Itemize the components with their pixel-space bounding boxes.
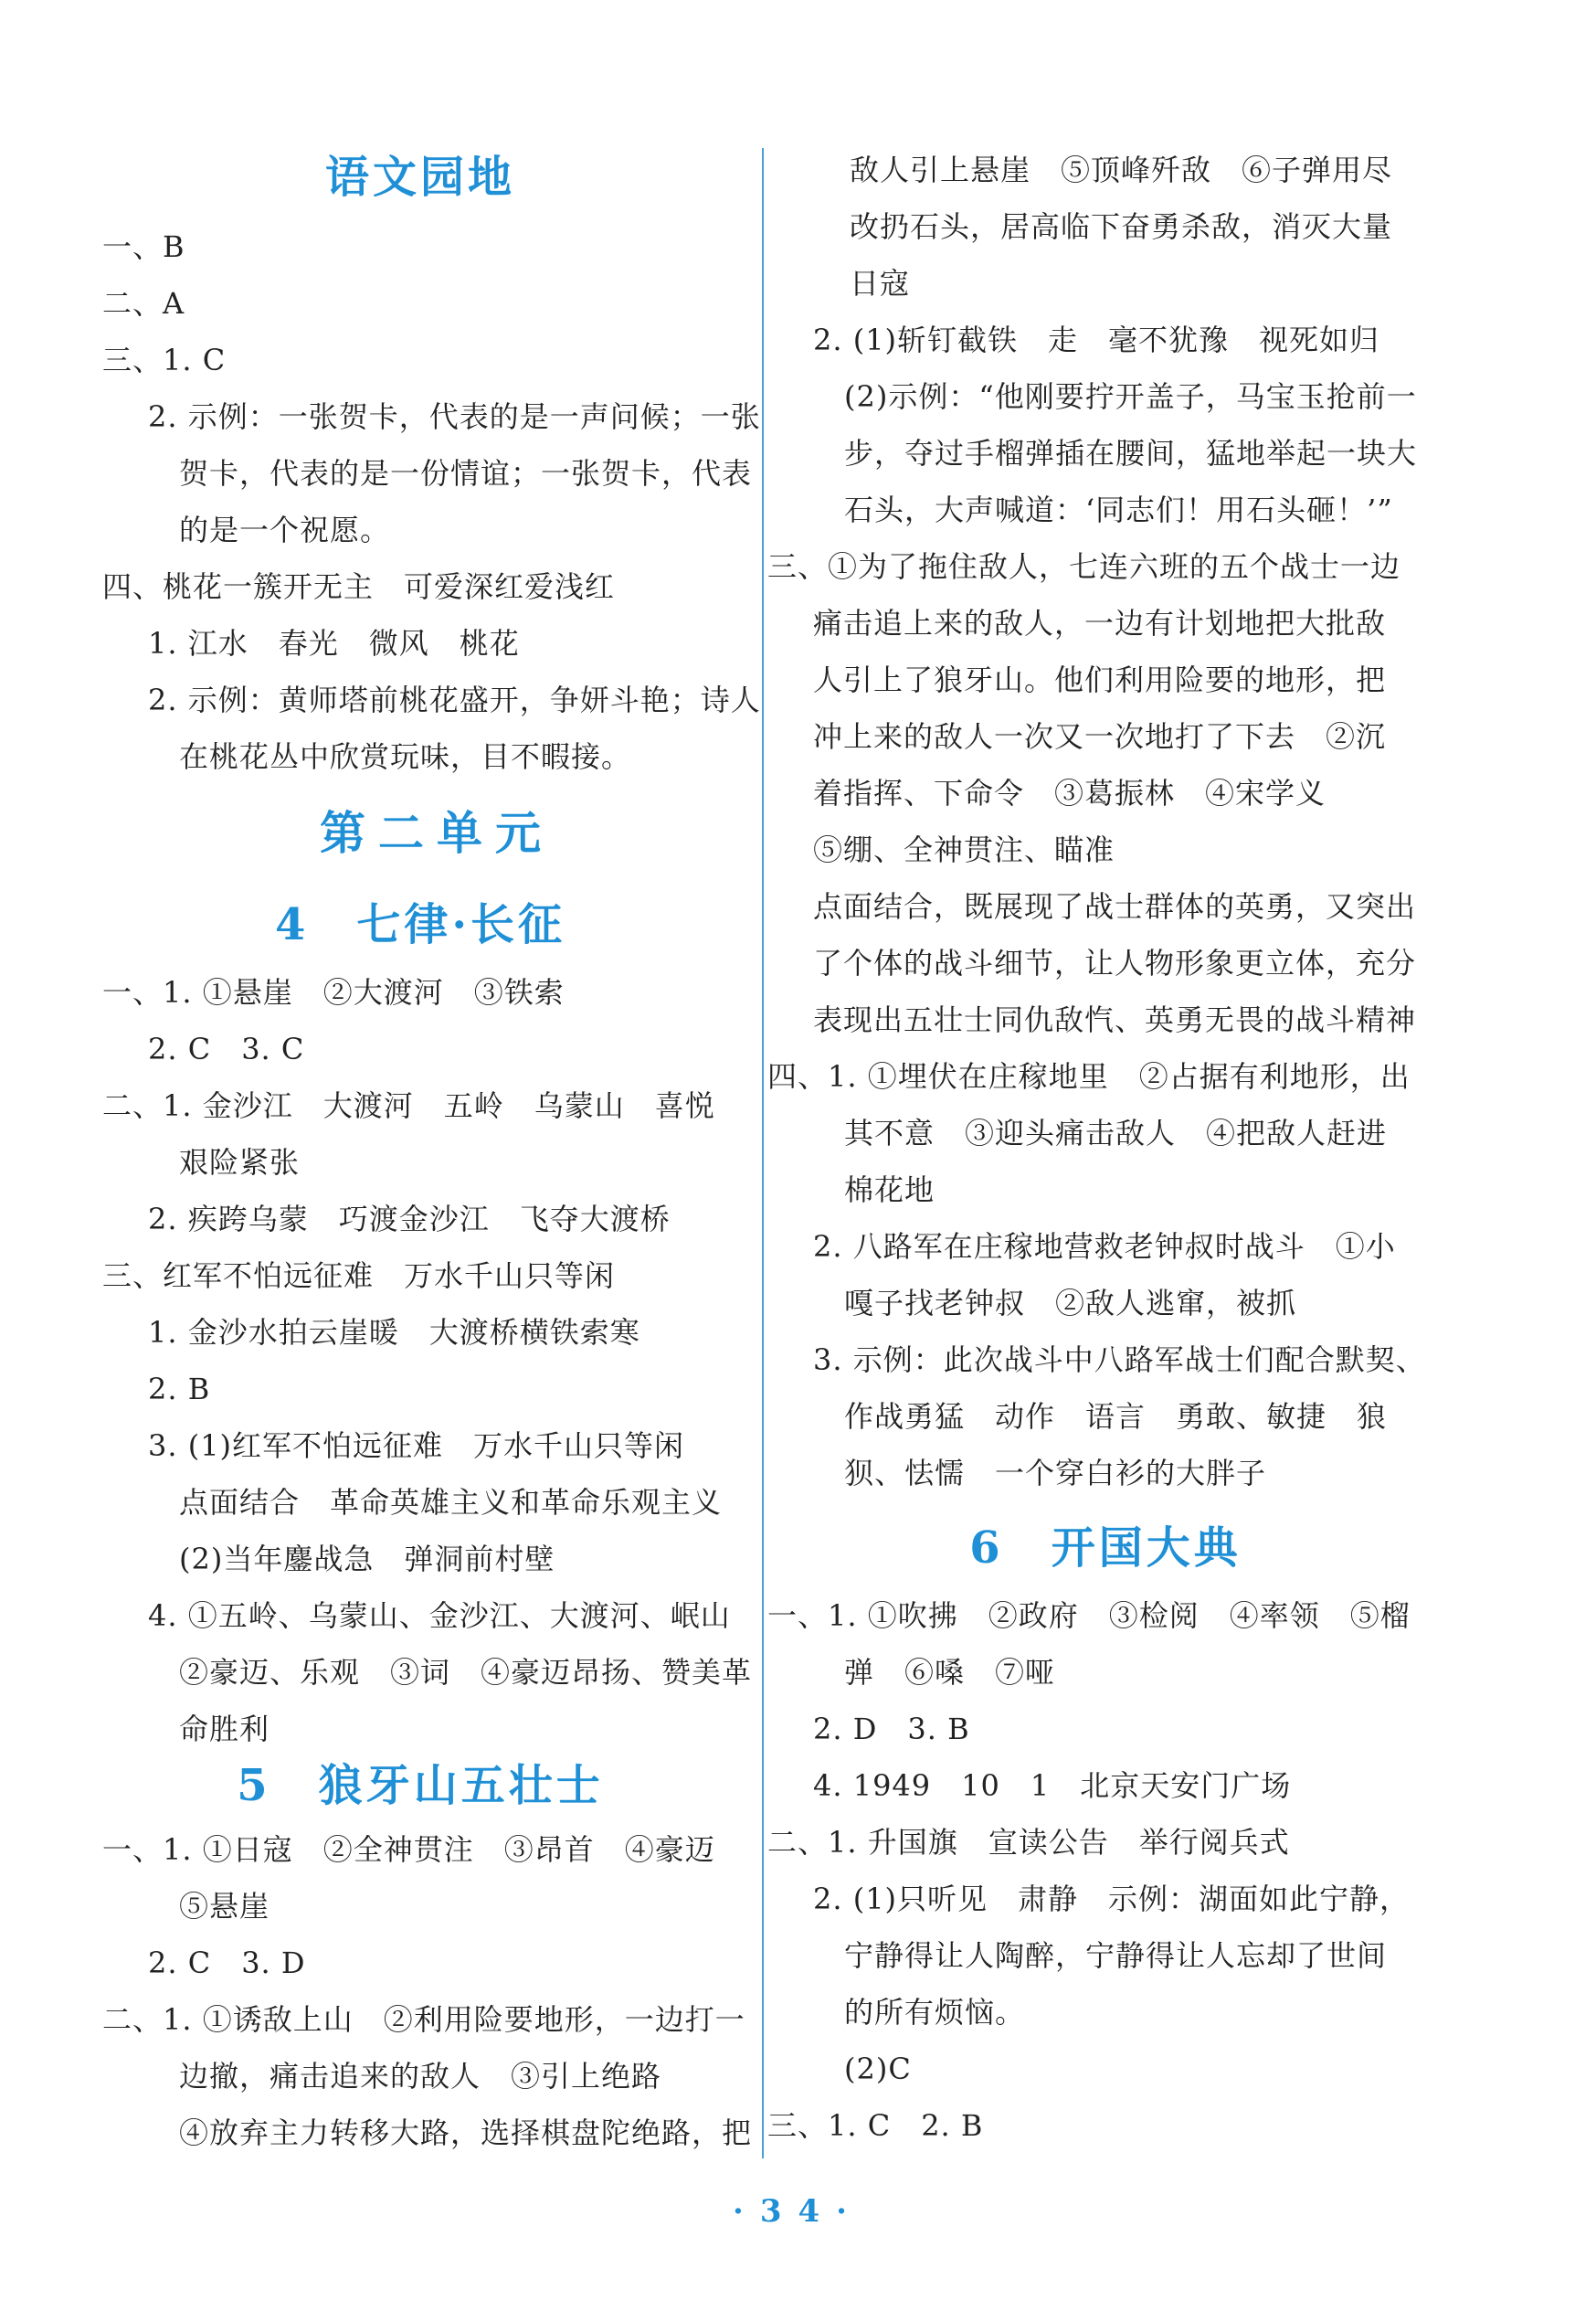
answer-line: 人引上了狼牙山。他们利用险要的地形，把 — [813, 663, 1387, 697]
column-divider — [762, 148, 764, 2158]
answer-line: 步，夺过手榴弹插在腰间，猛地举起一块大 — [844, 436, 1418, 471]
answer-line: 一、1. ①悬崖 ②大渡河 ③铁索 — [102, 975, 565, 1010]
answer-line: 着指挥、下命令 ③葛振林 ④宋学义 — [813, 776, 1326, 811]
answer-line: 一、B — [102, 229, 185, 264]
answer-line: 4. 1949 10 1 北京天安门广场 — [813, 1768, 1292, 1803]
answer-line: 2. 八路军在庄稼地营救老钟叔时战斗 ①小 — [813, 1229, 1396, 1264]
answer-line: 三、红军不怕远征难 万水千山只等闲 — [102, 1258, 616, 1293]
answer-line: 痛击追上来的敌人，一边有计划地把大批敌 — [813, 606, 1387, 641]
answer-line: ⑤绷、全神贯注、瞄准 — [813, 832, 1115, 867]
answer-line: 改扔石头，居高临下奋勇杀敌，消灭大量 — [850, 209, 1393, 244]
answer-line: 边撤，痛击追来的敌人 ③引上绝路 — [179, 2059, 662, 2094]
page-dot-right: · — [836, 2193, 863, 2230]
answer-line: 四、1. ①埋伏在庄稼地里 ②占据有利地形，出 — [767, 1059, 1411, 1094]
answer-line: 二、A — [102, 286, 185, 321]
answer-line: 1. 金沙水拍云崖暖 大渡桥横铁索寒 — [148, 1315, 640, 1350]
answer-line: 日寇 — [850, 266, 911, 301]
answer-line: ⑤悬崖 — [179, 1889, 270, 1924]
answer-line: 二、1. 金沙江 大渡河 五岭 乌蒙山 喜悦 — [102, 1088, 715, 1123]
answer-line: ②豪迈、乐观 ③词 ④豪迈昂扬、赞美革 — [179, 1655, 753, 1690]
answer-line: 在桃花丛中欣赏玩味，目不暇接。 — [179, 739, 632, 774]
answer-line: 三、1. C — [102, 343, 227, 377]
answer-line: 2. 示例：黄师塔前桃花盛开，争妍斗艳；诗人 — [148, 683, 761, 717]
answer-line: 2. C 3. D — [148, 1946, 306, 1980]
answer-line: 二、1. ①诱敌上山 ②利用险要地形，一边打一 — [102, 2002, 745, 2037]
answer-line: 一、1. ①吹拂 ②政府 ③检阅 ④率领 ⑤榴 — [767, 1598, 1411, 1633]
answer-line: 嘎子找老钟叔 ②敌人逃窜，被抓 — [844, 1286, 1297, 1320]
answer-line: 石头，大声喊道：‘同志们！用石头砸！’” — [844, 493, 1393, 527]
answer-line: 2. 示例：一张贺卡，代表的是一声问候；一张 — [148, 399, 761, 434]
answer-line: 其不意 ③迎头痛击敌人 ④把敌人赶进 — [844, 1116, 1388, 1150]
answer-line: 表现出五壮士同仇敌忾、英勇无畏的战斗精神 — [813, 1002, 1417, 1037]
answer-line: 2. 疾跨乌蒙 巧渡金沙江 飞夺大渡桥 — [148, 1202, 671, 1236]
answer-line: 棉花地 — [844, 1172, 935, 1207]
lesson-title-4: 4 七律·长征 — [274, 899, 566, 950]
answer-line: 弹 ⑥嗓 ⑦哑 — [844, 1655, 1056, 1690]
answer-line: 3. 示例：此次战斗中八路军战士们配合默契、 — [813, 1342, 1426, 1377]
answer-line: 2. (1)斩钉截铁 走 毫不犹豫 视死如归 — [813, 323, 1380, 357]
answer-line: 2. (1)只听见 肃静 示例：湖面如此宁静， — [813, 1882, 1411, 1916]
answer-line: 作战勇猛 动作 语言 勇敢、敏捷 狼 — [844, 1399, 1388, 1434]
answer-line: 3. (1)红军不怕远征难 万水千山只等闲 — [148, 1428, 685, 1463]
page-number — [0, 2193, 1596, 2230]
answer-line: 4. ①五岭、乌蒙山、金沙江、大渡河、岷山 — [148, 1598, 731, 1633]
answer-line: 一、1. ①日寇 ②全神贯注 ③昂首 ④豪迈 — [102, 1832, 715, 1867]
answer-line: (2)当年鏖战急 弹洞前村壁 — [179, 1542, 555, 1576]
answer-line: 命胜利 — [179, 1712, 270, 1746]
section-title-yuwen-yuandi: 语文园地 — [324, 152, 515, 203]
answer-line: ④放弃主力转移大路，选择棋盘陀绝路，把 — [179, 2115, 753, 2150]
page-number-value: 34 — [759, 2193, 837, 2230]
page-dot-left: · — [732, 2193, 760, 2230]
answer-line: 的是一个祝愿。 — [179, 513, 391, 547]
answer-line: 2. D 3. B — [813, 1712, 970, 1746]
answer-line: 贺卡，代表的是一份情谊；一张贺卡，代表 — [179, 456, 753, 491]
answer-line: 的所有烦恼。 — [844, 1995, 1026, 2030]
answer-line: 2. C 3. C — [148, 1032, 305, 1066]
answer-line: 2. B — [148, 1372, 211, 1406]
answer-line: 二、1. 升国旗 宣读公告 举行阅兵式 — [767, 1825, 1290, 1860]
answer-line: 三、1. C 2. B — [767, 2108, 984, 2143]
answer-line: 了个体的战斗细节，让人物形象更立体，充分 — [813, 946, 1417, 981]
answer-line: 宁静得让人陶醉，宁静得让人忘却了世间 — [844, 1938, 1388, 1973]
lesson-title-5: 5 狼牙山五壮士 — [237, 1760, 604, 1811]
lesson-title-6: 6 开国大典 — [969, 1522, 1242, 1574]
answer-line: 狈、怯懦 一个穿白衫的大胖子 — [844, 1456, 1267, 1490]
answer-line: 三、①为了拖住敌人，七连六班的五个战士一边 — [767, 549, 1401, 584]
answer-line: (2)示例：“他刚要拧开盖子，马宝玉抢前一 — [844, 379, 1417, 414]
answer-line: 四、桃花一簇开无主 可爱深红爱浅红 — [102, 569, 616, 604]
answer-line: 艰险紧张 — [179, 1145, 301, 1180]
answer-line: (2)C — [844, 2052, 912, 2086]
answer-line: 1. 江水 春光 微风 桃花 — [148, 626, 520, 661]
answer-line: 敌人引上悬崖 ⑤顶峰歼敌 ⑥子弹用尽 — [850, 153, 1393, 187]
answer-line: 点面结合，既展现了战士群体的英勇，又突出 — [813, 889, 1417, 924]
unit-title: 第二单元 — [320, 806, 554, 860]
answer-line: 冲上来的敌人一次又一次地打了下去 ②沉 — [813, 719, 1387, 754]
answer-line: 点面结合 革命英雄主义和革命乐观主义 — [179, 1485, 723, 1520]
